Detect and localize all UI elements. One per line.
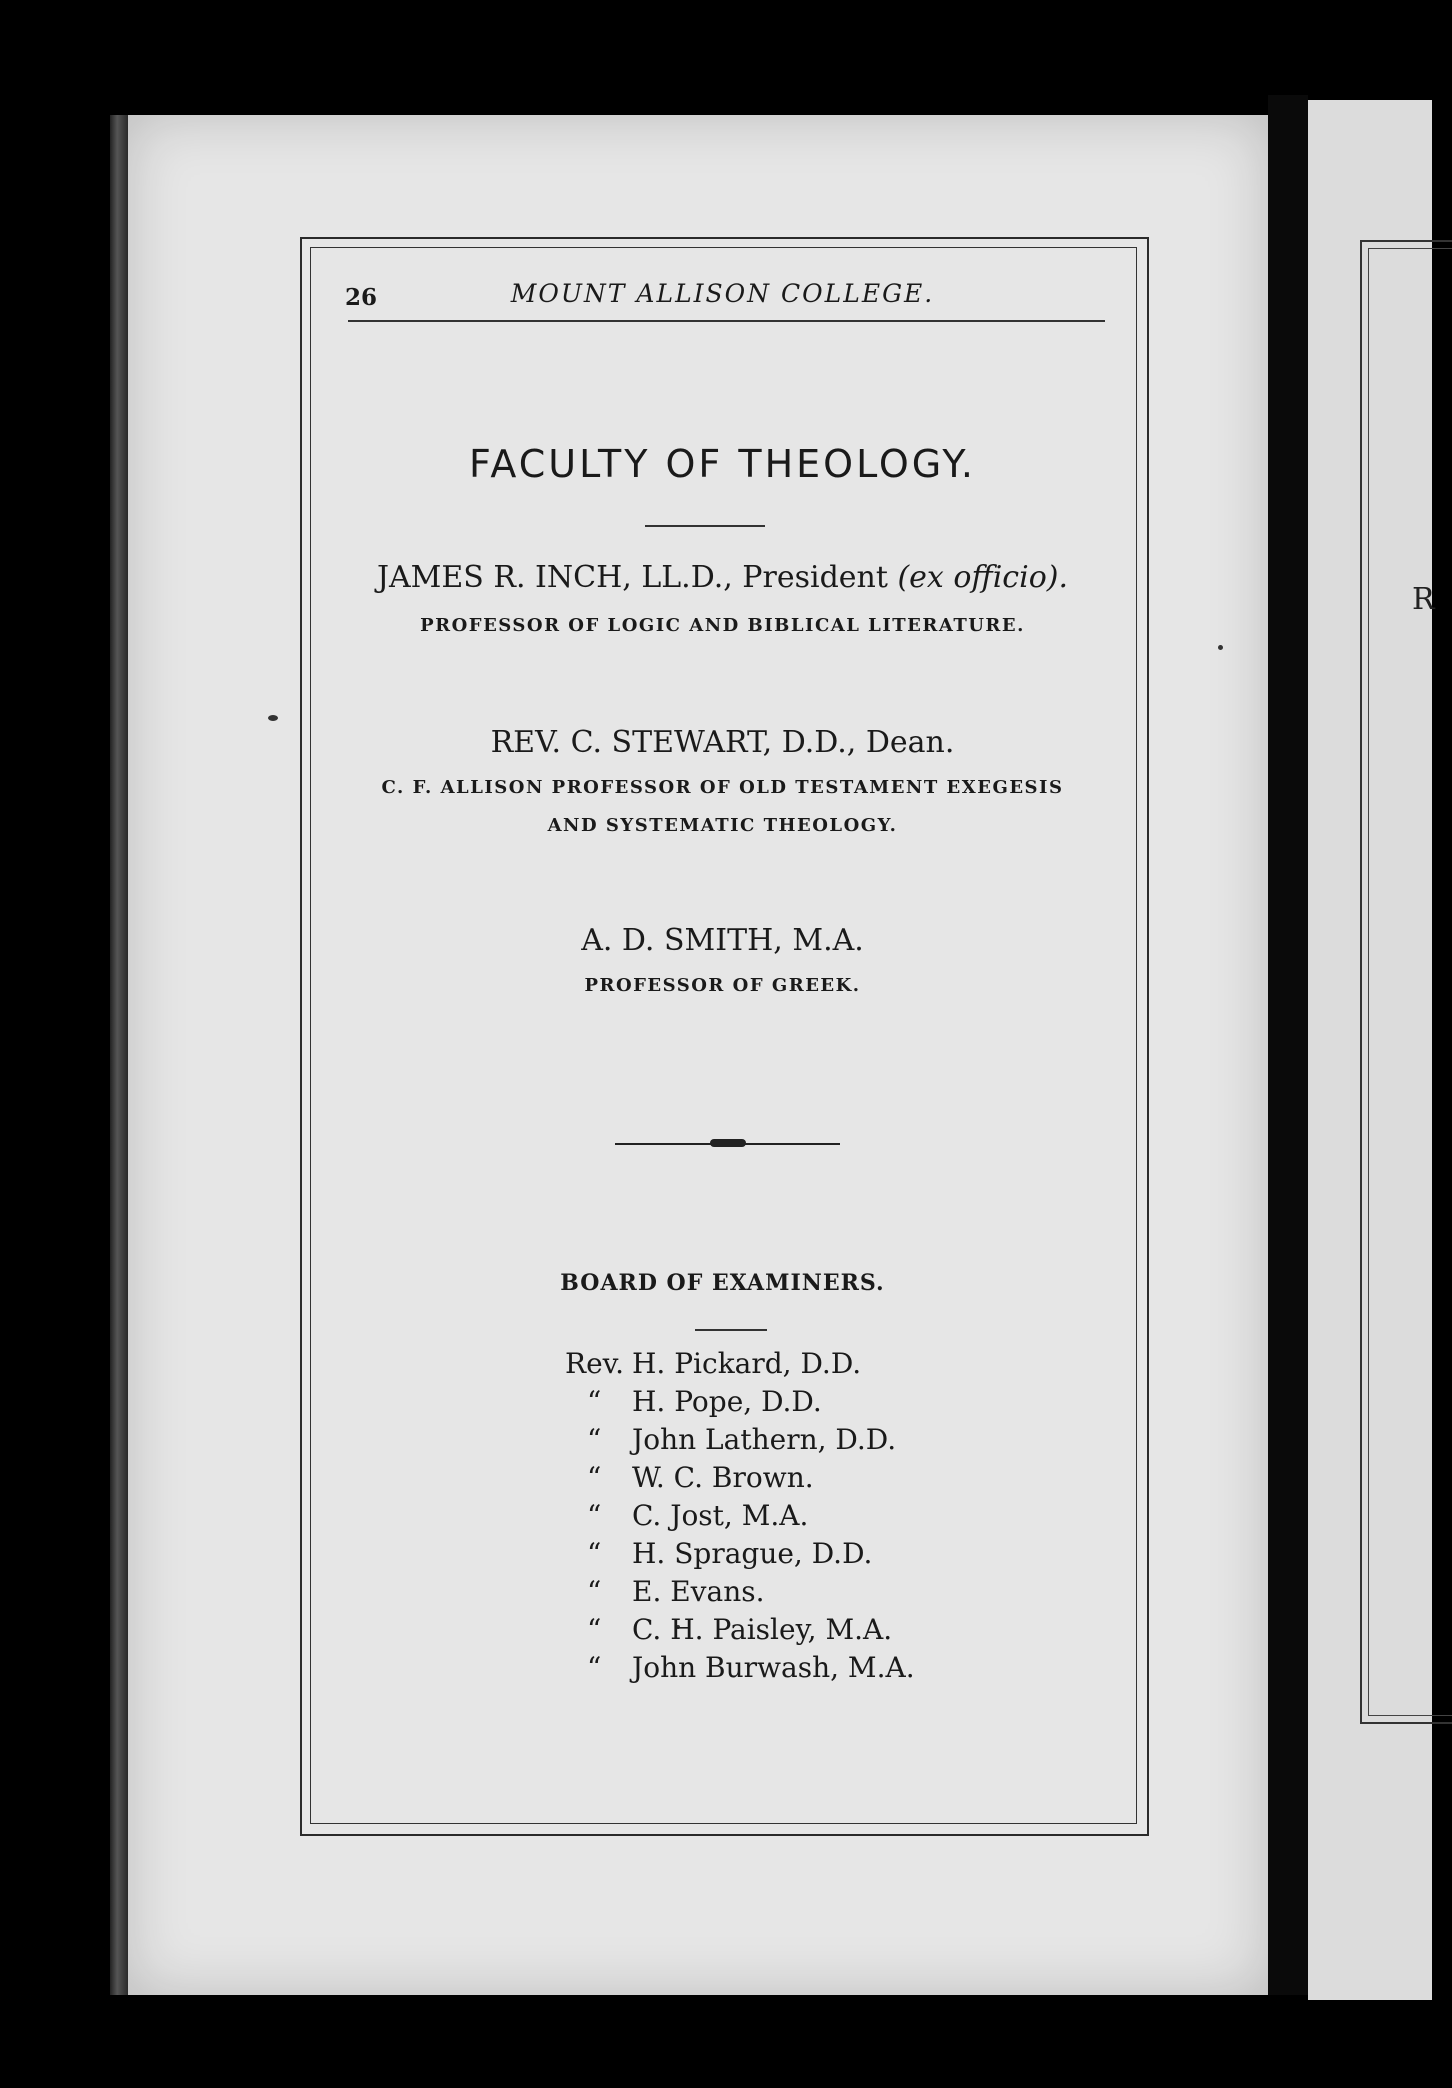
ditto-mark: “ [587, 1499, 602, 1532]
examiner-list [565, 1345, 915, 1687]
list-item [565, 1497, 915, 1535]
board-title: BOARD OF EXAMINERS. [560, 1270, 885, 1296]
member-title: C. F. ALLISON PROFESSOR OF OLD TESTAMENT EXEGESIS [381, 777, 1064, 798]
list-item [565, 1649, 915, 1687]
examiner-name: H. Pope, D.D. [632, 1385, 822, 1418]
list-item [565, 1611, 915, 1649]
section-title: FACULTY OF THEOLOGY. [469, 442, 976, 486]
member-name: A. D. SMITH, M.A. [581, 923, 864, 958]
list-item [565, 1383, 915, 1421]
title-rule [645, 525, 765, 527]
list-item [565, 1459, 915, 1497]
examiner-name: C. Jost, M.A. [632, 1499, 809, 1532]
ditto-mark: “ [587, 1537, 602, 1570]
ditto-mark: “ [587, 1575, 602, 1608]
member-name [310, 560, 1135, 595]
ditto-mark: “ [587, 1651, 602, 1684]
ink-speck [1218, 645, 1223, 650]
examiner-name: John Lathern, D.D. [632, 1423, 897, 1456]
ditto-mark: “ [587, 1385, 602, 1418]
ditto-mark: “ [587, 1461, 602, 1494]
board-rule [695, 1329, 767, 1331]
facing-page-letter: R [1412, 582, 1435, 617]
examiner-name: John Burwash, M.A. [632, 1651, 915, 1684]
list-item [565, 1421, 915, 1459]
examiner-name: W. C. Brown. [632, 1461, 814, 1494]
member-title: AND SYSTEMATIC THEOLOGY. [547, 815, 898, 836]
ditto-mark: “ [587, 1613, 602, 1646]
page-gutter [1268, 95, 1308, 1995]
member-title: PROFESSOR OF GREEK. [584, 975, 861, 996]
examiner-name: C. H. Paisley, M.A. [632, 1613, 893, 1646]
member-note: (ex officio). [897, 560, 1068, 595]
list-item [565, 1535, 915, 1573]
facing-page-frame [1360, 240, 1452, 1724]
binding-edge [110, 115, 128, 1995]
member-name-text: JAMES R. INCH, LL.D., President [376, 560, 888, 595]
ditto-mark: “ [587, 1423, 602, 1456]
examiner-name: E. Evans. [632, 1575, 765, 1608]
list-item [565, 1345, 915, 1383]
page-content [310, 247, 1135, 1822]
ink-speck [268, 715, 278, 721]
running-head: MOUNT ALLISON COLLEGE. [510, 279, 935, 308]
ornamental-rule [615, 1139, 840, 1149]
facing-page [1308, 100, 1435, 2000]
header-rule [348, 320, 1105, 322]
examiner-prefix: Rev. [565, 1347, 625, 1380]
member-name: REV. C. STEWART, D.D., Dean. [490, 725, 955, 760]
page-number: 26 [345, 284, 378, 311]
examiner-name: H. Pickard, D.D. [632, 1347, 862, 1380]
list-item [565, 1573, 915, 1611]
examiner-name: H. Sprague, D.D. [632, 1537, 873, 1570]
member-title: PROFESSOR OF LOGIC AND BIBLICAL LITERATURE. [420, 615, 1025, 636]
